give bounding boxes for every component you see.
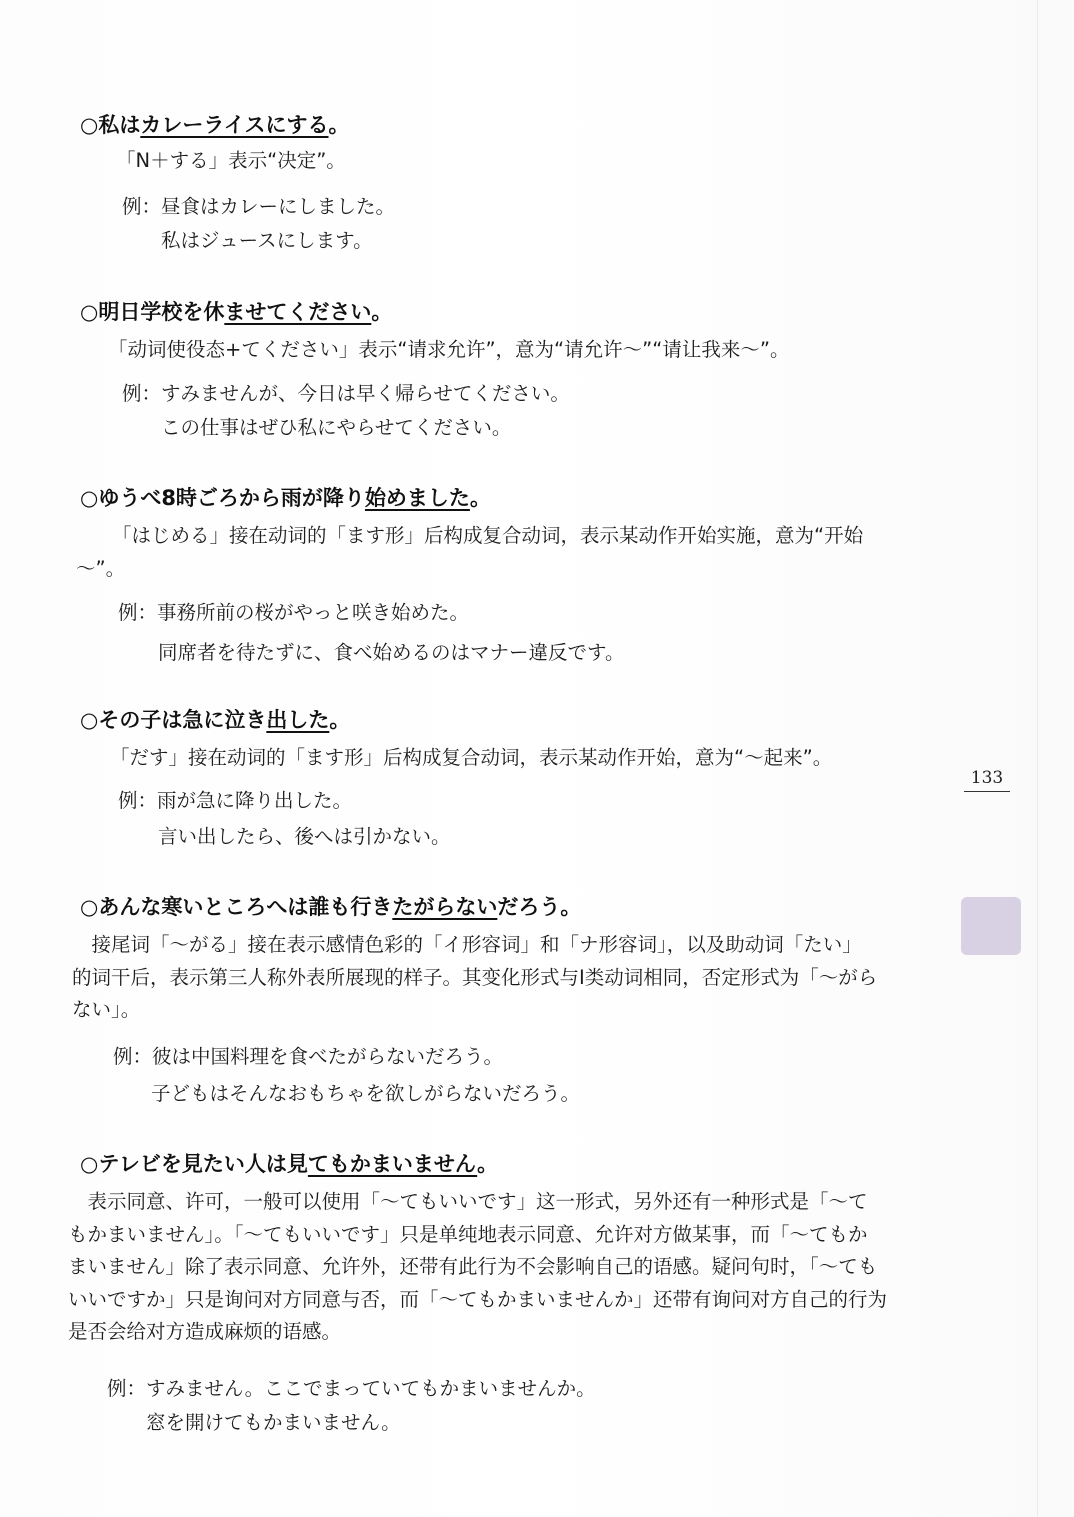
chapter-tab — [961, 897, 1021, 955]
example-line: この仕事はぜひ私にやらせてください。 — [161, 416, 512, 439]
example-label: 例： — [122, 195, 162, 218]
example-line: 窓を開けてもかまいません。 — [146, 1411, 401, 1434]
example-line: 同席者を待たずに、食べ始めるのはマナー違反です。 — [158, 641, 625, 664]
example-line: 例：すみませんが、今日は早く帰らせてください。 — [122, 382, 570, 405]
section-title: ○その子は急に泣き出した。 — [80, 708, 351, 732]
section-title: ○あんな寒いところへは誰も行きたがらないだろう。 — [80, 895, 582, 919]
grammar-point: たがらない — [392, 895, 498, 919]
example-label: 例： — [118, 789, 158, 812]
example-line: 例：彼は中国料理を食べたがらないだろう。 — [113, 1045, 504, 1068]
explanation: 「はじめる」接在动词的「ます形」后构成复合动词，表示某动作开始实施，意为“开始 ～”。 — [76, 524, 864, 580]
section-title: ○テレビを見たい人は見てもかまいません。 — [80, 1152, 499, 1176]
section-title: ○ゆうべ8時ごろから雨が降り始めました。 — [80, 486, 491, 510]
example-line: 例：すみません。ここでまっていてもかまいませんか。 — [107, 1377, 596, 1400]
explanation: 「N＋する」表示“决定”。 — [116, 149, 346, 172]
example-line: 例：昼食はカレーにしました。 — [122, 195, 396, 218]
grammar-point: 始めました — [364, 486, 470, 510]
example-line: 子どもはそんなおもちゃを欲しがらないだろう。 — [151, 1082, 581, 1105]
example-line: 私はジュースにします。 — [161, 229, 373, 252]
example-line: 言い出したら、後へは引かない。 — [158, 825, 451, 848]
section-title: ○明日学校を休ませてください。 — [80, 300, 393, 324]
example-line: 例：雨が急に降り出した。 — [118, 789, 353, 812]
explanation: 表示同意、许可，一般可以使用「～てもいいです」这一形式，另外还有一种形式是「～て もかまいません」。「～てもいいです」只是单纯地表示同意、允许对方做某事，而「～てもか まいません」除了表示同意、允许外，还带有此行为不会影响自己的语感。疑问句时，「～ても いいですか」只是询问对方同意与否，而「～てもかまいませんか」还带有询问对方自己的行为 是否会给对方造成麻烦的语感。 — [68, 1190, 888, 1343]
page-number: 133 — [964, 767, 1010, 792]
page-edge — [1037, 0, 1038, 1517]
explanation: 接尾词「～がる」接在表示感情色彩的「イ形容词」和「ナ形容词」，以及助动词「たい」 的词干后，表示第三人称外表所展现的样子。其变化形式与Ⅰ类动词相同，否定形式为「～がら ない」。 — [72, 933, 878, 1021]
example-label: 例： — [122, 382, 162, 405]
grammar-point: てもかまいません — [307, 1152, 478, 1176]
explanation: 「だす」接在动词的「ます形」后构成复合动词，表示某动作开始，意为“～起来”。 — [110, 746, 833, 769]
grammar-point: カレーライスにする — [140, 113, 329, 137]
explanation: 「动词使役态+てください」表示“请求允许”，意为“请允许～”“请让我来～”。 — [108, 338, 790, 361]
example-line: 例：事務所前の桜がやっと咲き始めた。 — [118, 601, 470, 624]
example-label: 例： — [107, 1377, 147, 1400]
section-title: ○私はカレーライスにする。 — [80, 113, 350, 137]
grammar-point: 出した — [266, 708, 330, 732]
example-label: 例： — [113, 1045, 153, 1068]
example-label: 例： — [118, 601, 158, 624]
grammar-point: ませてください — [224, 300, 372, 324]
